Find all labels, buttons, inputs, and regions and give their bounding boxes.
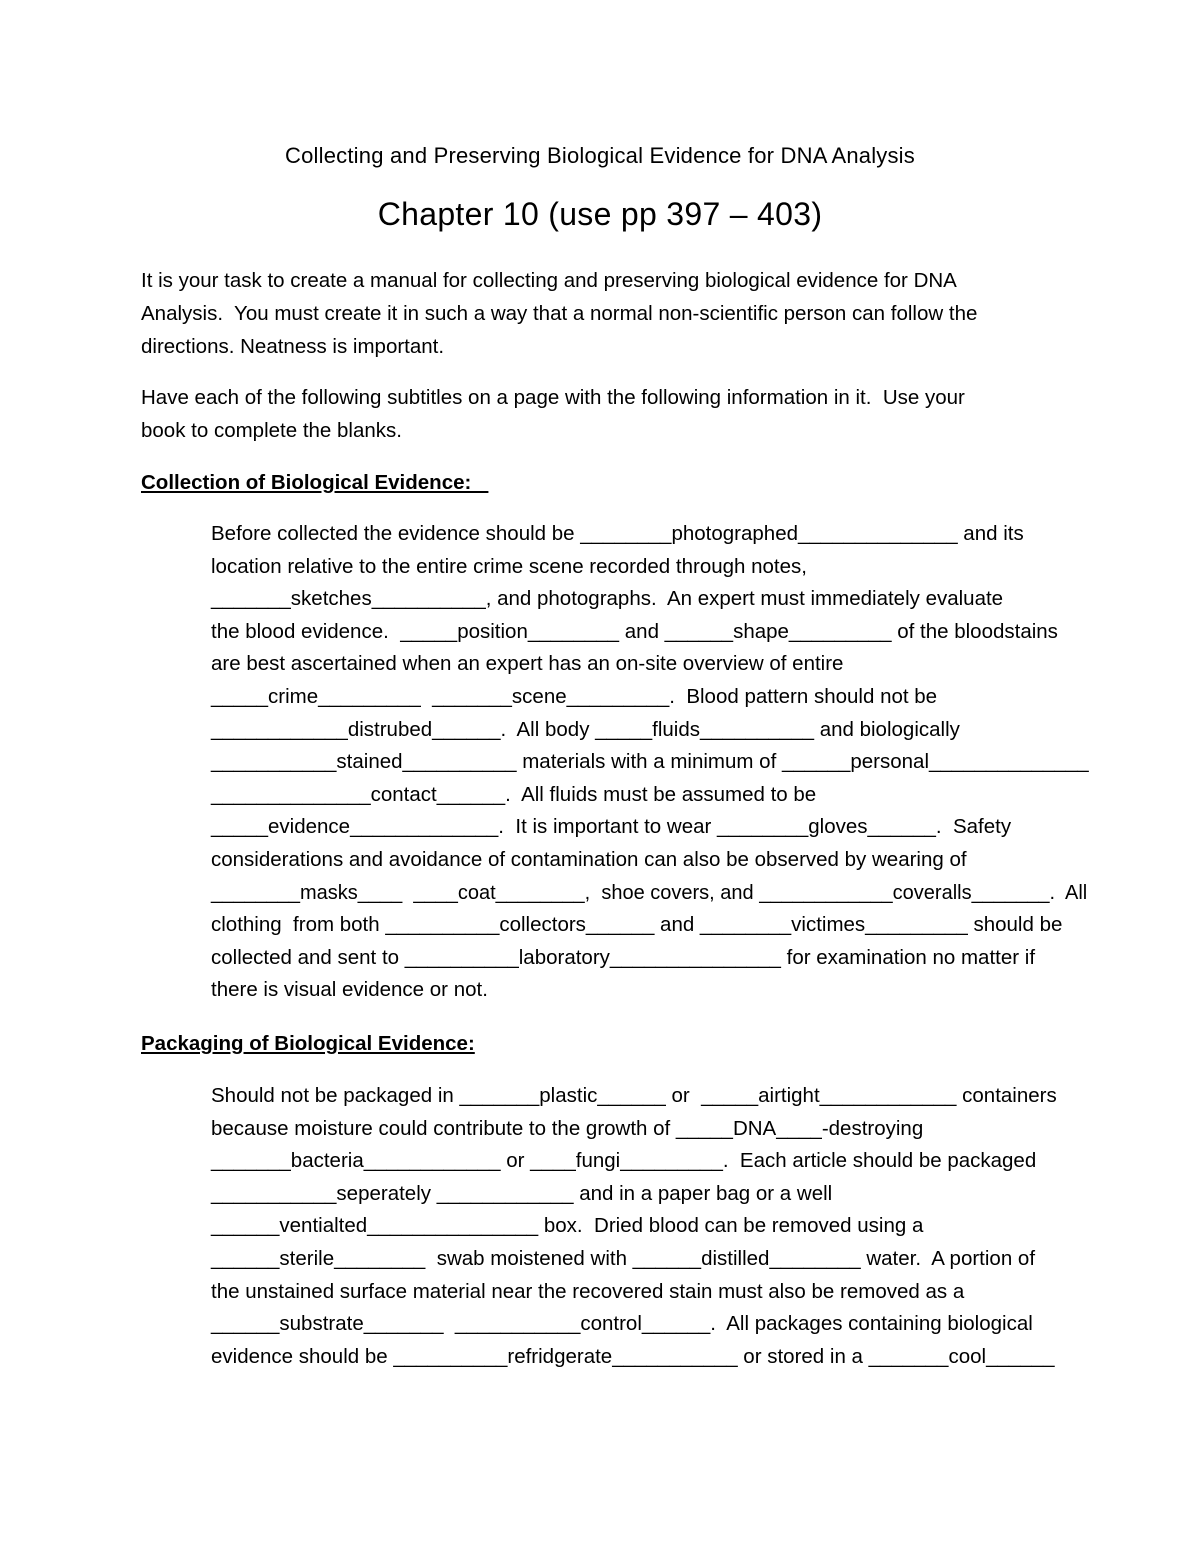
fill-in-line: ______________contact______. All fluids must be assumed to be (211, 782, 817, 806)
fill-in-line: ___________seperately ____________ and in a paper bag or a well (211, 1181, 833, 1205)
fill-in-line: clothing from both __________collectors______ and ________victimes_________ should be (211, 913, 1063, 937)
fill-in-line: location relative to the entire crime scene recorded through notes, (211, 554, 807, 578)
fill-in-line: _____crime_________ _______scene_________. Blood pattern should not be (211, 684, 938, 708)
fill-in-line: ______sterile________ swab moistened with ______distilled________ water. A portion of (211, 1246, 1036, 1270)
fill-in-line: are best ascertained when an expert has an on-site overview of entire (211, 652, 844, 676)
fill-in-line: ________masks____ ____coat________, shoe covers, and ____________coveralls_______. All (211, 881, 1088, 904)
fill-in-line: ____________distrubed______. All body _____fluids__________ and biologically (211, 717, 960, 741)
fill-in-line: evidence should be __________refridgerate___________ or stored in a _______cool______ (211, 1344, 1055, 1368)
fill-in-line: considerations and avoidance of contamination can also be observed by wearing of (211, 847, 967, 871)
instruction-paragraph (141, 381, 1071, 447)
section-heading-collection (141, 466, 488, 499)
packaging-fill-in-block (211, 1080, 1091, 1373)
fill-in-line: ______substrate_______ ___________control______. All packages containing biological (211, 1312, 1033, 1336)
section-heading-packaging-text: Packaging of Biological Evidence: (141, 1032, 475, 1055)
fill-in-line: ___________stained__________ materials with a minimum of ______personal______________ (211, 750, 1089, 774)
fill-in-line: there is visual evidence or not. (211, 978, 488, 1002)
fill-in-line: _____evidence_____________. It is important to wear ________gloves______. Safety (211, 815, 1012, 839)
intro-line: directions. Neatness is important. (141, 335, 445, 358)
fill-in-line: _______sketches__________, and photographs. An expert must immediately evaluate (211, 587, 1004, 611)
fill-in-line: _______bacteria____________ or ____fungi_________. Each article should be packaged (211, 1149, 1037, 1173)
fill-in-line: ______ventialted_______________ box. Dried blood can be removed using a (211, 1214, 924, 1238)
intro-line: It is your task to create a manual for collecting and preserving biological evidence for DNA (141, 269, 957, 292)
section-heading-collection-text: Collection of Biological Evidence: (141, 471, 489, 494)
section-heading-packaging (141, 1027, 475, 1060)
fill-in-line: collected and sent to __________laboratory_______________ for examination no matter if (211, 945, 1036, 969)
instruction-line: book to complete the blanks. (141, 419, 402, 442)
fill-in-line: the unstained surface material near the recovered stain must also be removed as a (211, 1279, 965, 1303)
collection-fill-in-block (211, 518, 1091, 1007)
intro-line: Analysis. You must create it in such a way that a normal non-scientific person can follow the (141, 302, 978, 325)
document-title: Collecting and Preserving Biological Evidence for DNA Analysis (285, 143, 915, 168)
intro-paragraph (141, 264, 1071, 363)
fill-in-line: Should not be packaged in _______plastic______ or _____airtight____________ containers (211, 1084, 1057, 1107)
fill-in-line: Before collected the evidence should be ________photographed______________ and its (211, 522, 1024, 545)
fill-in-line: because moisture could contribute to the growth of _____DNA____-destroying (211, 1116, 924, 1140)
fill-in-line: the blood evidence. _____position________ and ______shape_________ of the bloodstains (211, 619, 1058, 643)
instruction-line: Have each of the following subtitles on a page with the following information in it. Use your (141, 386, 965, 409)
chapter-heading: Chapter 10 (use pp 397 – 403) (377, 196, 823, 232)
